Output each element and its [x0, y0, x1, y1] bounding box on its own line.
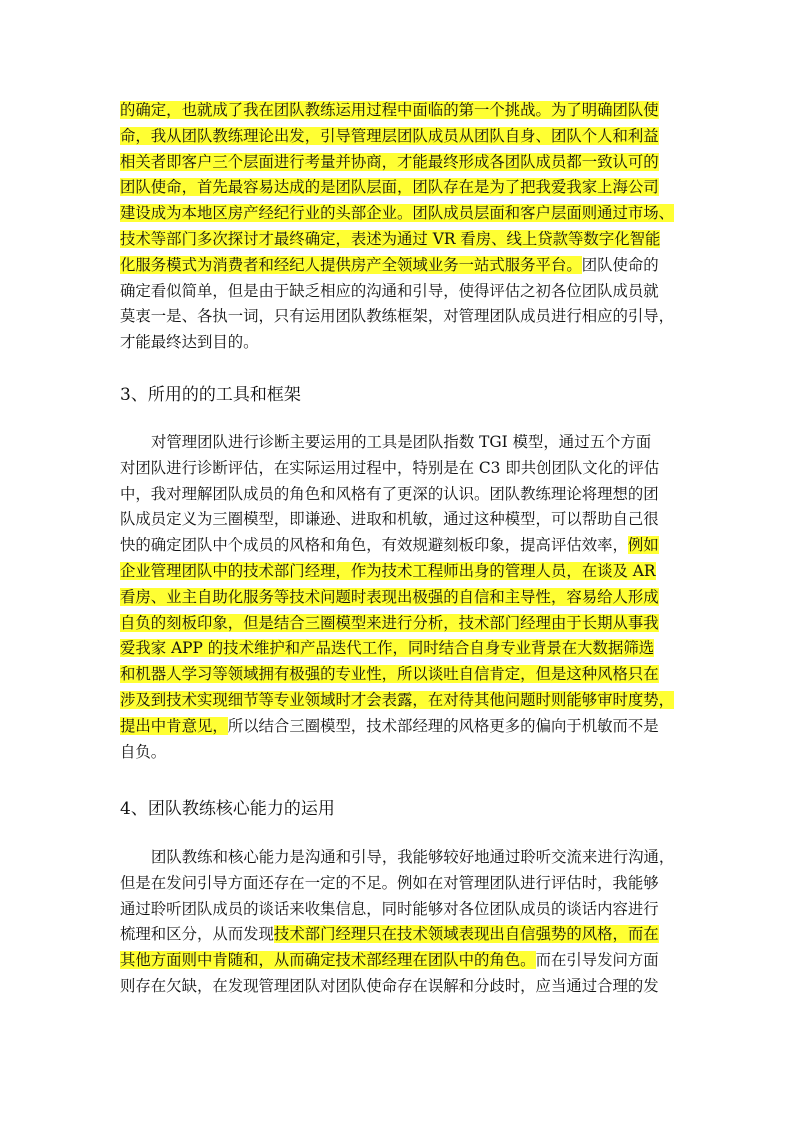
text-line	[120, 611, 680, 637]
text-line: 通过聆听团队成员的谈话来收集信息，同时能够对各位团队成员的谈话内容进行	[120, 899, 659, 918]
text-line	[120, 948, 680, 974]
text-line	[120, 227, 680, 253]
highlighted-text: 建设成为本地区房产经纪行业的头部企业。团队成员层面和客户层面则通过市场、	[120, 204, 675, 223]
highlighted-text: 企业管理团队中的技术部门经理，作为技术工程师出身的管理人员，在谈及 AR	[120, 561, 656, 580]
highlighted-text: 技术部门经理只在技术领域表现出自信强势的风格，而在	[273, 925, 659, 944]
text-line	[120, 175, 680, 201]
text-line	[120, 533, 680, 559]
section-heading-4: 4、团队教练核心能力的运用	[120, 799, 335, 819]
text-line	[120, 253, 680, 279]
text-line: 莫衷一是、各执一词，只有运用团队教练框架，对管理团队成员进行相应的引导，	[120, 307, 675, 326]
text-line: 则存在欠缺，在发现管理团队对团队使命存在误解和分歧时，应当通过合理的发	[120, 976, 659, 995]
text-line	[120, 585, 680, 611]
highlighted-text: 自负的刻板印象，但是结合三圈模型来进行分析，技术部门经理由于长期从事我	[120, 613, 659, 632]
highlighted-text: 涉及到技术实现细节等专业领域时才会表露，在对待其他问题时则能够审时度势，	[120, 690, 675, 709]
highlighted-text: 例如	[627, 536, 659, 555]
text-line	[120, 150, 680, 176]
text-line: 才能最终达到目的。	[120, 333, 259, 352]
highlighted-text: 其他方面则中肯随和，从而确定技术部经理在团队中的角色。	[120, 951, 536, 970]
text-line	[120, 98, 680, 124]
text-line: 对团队进行诊断评估，在实际运用过程中，特别是在 C3 即共创团队文化的评估	[120, 458, 660, 477]
paragraph-tools-framework	[120, 430, 680, 765]
section-heading-3: 3、所用的的工具和框架	[120, 385, 301, 405]
text-line	[120, 559, 680, 585]
text-line	[120, 430, 680, 456]
highlighted-text: 的确定，也就成了我在团队教练运用过程中面临的第一个挑战。为了明确团队使	[120, 101, 659, 119]
text-line	[120, 688, 680, 714]
text-line: 确定看似简单，但是由于缺乏相应的沟通和引导，使得评估之初各位团队成员就	[120, 281, 659, 300]
paragraph-team-mission	[120, 98, 680, 356]
text-line: 但是在发问引导方面还存在一定的不足。例如在对管理团队进行评估时，我能够	[120, 873, 659, 892]
plain-text: 团队使命的	[581, 255, 659, 274]
highlighted-text: 命，我从团队教练理论出发，引导管理层团队成员从团队自身、团队个人和利益	[120, 126, 659, 145]
plain-text: 团队教练和核心能力是沟通和引导，我能够较好地通过聆听交流来进行沟通，	[151, 848, 675, 866]
highlighted-text: 化服务模式为消费者和经纪人提供房产全领域业务一站式服务平台。	[120, 255, 582, 274]
text-line: 中，我对理解团队成员的角色和风格有了更深的认识。团队教练理论将理想的团	[120, 484, 659, 503]
highlighted-text: 团队使命，首先最容易达成的是团队层面，团队存在是为了把我爱我家上海公司	[120, 178, 659, 197]
highlighted-text: 和机器人学习等领域拥有极强的专业性，所以谈吐自信肯定，但是这种风格只在	[120, 665, 659, 684]
plain-text: 快的确定团队中个成员的风格和角色，有效规避刻板印象，提高评估效率，	[120, 536, 628, 555]
text-line	[120, 922, 680, 948]
highlighted-text: 看房、业主自助化服务等技术问题时表现出极强的自信和主导性，容易给人形成	[120, 587, 659, 606]
text-line: 队成员定义为三圈模型，即谦逊、进取和机敏，通过这种模型，可以帮助自己很	[120, 510, 659, 529]
plain-text: 对管理团队进行诊断主要运用的工具是团队指数 TGI 模型，通过五个方面	[151, 433, 652, 451]
highlighted-text: 技术等部门多次探讨才最终确定，表述为通过 VR 看房、线上贷款等数字化智能	[120, 229, 661, 248]
plain-text: 所以结合三圈模型，技术部经理的风格更多的偏向于机敏而不是	[227, 716, 659, 735]
highlighted-text: 相关者即客户三个层面进行考量并协商，才能最终形成各团队成员都一致认可的	[120, 152, 659, 171]
highlighted-text: 爱我家 APP 的技术维护和产品迭代工作，同时结合自身专业背景在大数据筛选	[120, 639, 655, 658]
text-line: 自负。	[120, 742, 167, 761]
text-line	[120, 714, 680, 740]
plain-text: 而在引导发问方面	[535, 951, 659, 970]
highlighted-text: 提出中肯意见，	[120, 716, 228, 735]
paragraph-core-abilities	[120, 845, 680, 1000]
text-line	[120, 124, 680, 150]
text-line	[120, 201, 680, 227]
plain-text: 梳理和区分，从而发现	[120, 925, 274, 944]
text-line	[120, 662, 680, 688]
text-line	[120, 636, 680, 662]
text-line	[120, 845, 680, 871]
